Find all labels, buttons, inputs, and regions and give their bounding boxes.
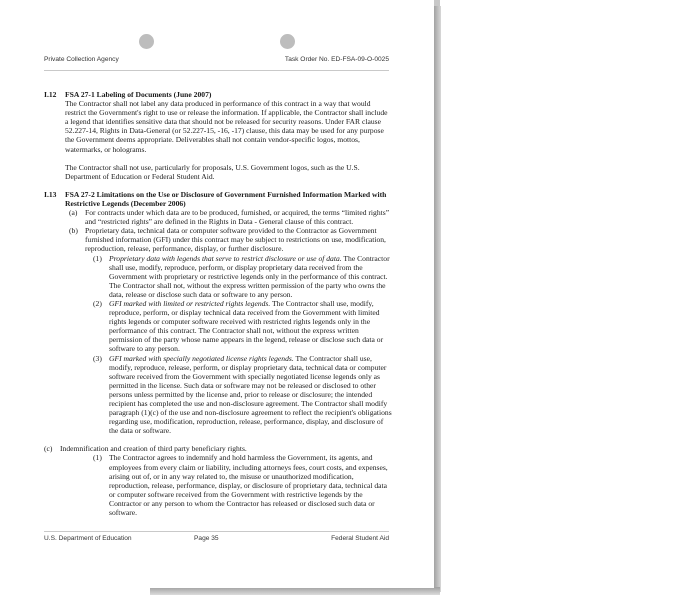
section-number: I.12 bbox=[44, 90, 57, 99]
section-title: FSA 27-1 Labeling of Documents (June 2007) bbox=[65, 90, 212, 99]
section-title: FSA 27-2 Limitations on the Use or Disclosure of Government Furnished Information Marked with Restrictive Legends (December 2006) bbox=[65, 189, 387, 208]
list-item-b bbox=[69, 226, 392, 253]
section-i13 bbox=[44, 190, 392, 208]
document-body bbox=[44, 90, 392, 517]
list-item-a bbox=[69, 208, 392, 226]
page-shadow-right bbox=[433, 6, 441, 592]
list-marker: (2) bbox=[93, 298, 102, 308]
list-item-italic-heading: Proprietary data with legends that serve to restrict disclosure or use of data. bbox=[109, 253, 342, 263]
list-item-text: Proprietary data, technical data or computer software provided to the Contractor as Government furnished information (GFI) under this contract may be subject to restrictions on use, modification, reproduction, release, performance, display, or further disclosure. bbox=[85, 226, 386, 254]
footer-right-text: Federal Student Aid bbox=[331, 535, 389, 542]
list-item-b1 bbox=[93, 254, 392, 299]
section-paragraph: The Contractor shall not label any data produced in performance of this contract in a way that would restrict the Government's right to use or release the information. If applicable, the Contractor shall include a legend that identifies sensitive data that should not be released for security reasons. Under FAR clause 52.227-14, Rights in Data-General (or 52.227-15, -16, -17) clause, this data may be used for any purpose the Government deems appropriate. Deliverables shall not contain vendor-specific logos, mottos, watermarks, or holograms. bbox=[65, 99, 388, 154]
list-item-c1 bbox=[93, 453, 392, 517]
list-marker: (b) bbox=[69, 226, 78, 236]
list-item-c bbox=[44, 444, 392, 453]
list-item-italic-heading: GFI marked with limited or restricted rights legends. bbox=[109, 298, 271, 308]
list-item-italic-heading: GFI marked with specially negotiated license rights legends. bbox=[109, 353, 294, 363]
list-item-b3 bbox=[93, 354, 392, 436]
list-marker: (c) bbox=[44, 444, 53, 454]
header-rule bbox=[44, 70, 389, 71]
list-item-text: For contracts under which data are to be produced, furnished, or acquired, the terms “limited rights” and “restricted rights” are defined in the Rights in Data - General clause of this contract. bbox=[85, 208, 390, 227]
footer-rule bbox=[44, 531, 389, 532]
header-right-text: Task Order No. ED-FSA-09-O-0025 bbox=[284, 56, 389, 63]
list-item-text: The Contractor shall use, modify, reproduce, release, perform, or display proprietary data, technical data or computer software received from the Government with specially negotiated license legends only as permitted in the license. Such data or software may not be released or disclosed to other persons unless permitted by the license and, prior to release or disclosure; the intended recipient has completed the use and non-disclosure agreement. The Contractor shall modify paragraph (1)(c) of the use and non-disclosure agreement to reflect the recipient's obligations regarding use, modification, reproduction, release, performance, display, and disclosure of the data or software. bbox=[109, 353, 392, 436]
list-item-b2 bbox=[93, 299, 392, 354]
page-shadow-bottom bbox=[150, 587, 440, 595]
list-item-text: The Contractor shall use, modify, reproduce, perform, or display proprietary data received from the Government with proprietary or restrictive legends only in the performance of this contract. The Contractor shall not, without the express written permission of the party who owns the data, release or disclose such data or software to any person. bbox=[109, 253, 390, 299]
header-left-text: Private Collection Agency bbox=[44, 56, 119, 63]
list-marker: (a) bbox=[69, 208, 78, 218]
punch-hole-right bbox=[280, 34, 295, 49]
section-number: I.13 bbox=[44, 189, 57, 199]
list-item-text: The Contractor shall use, modify, reproduce, perform, or display technical data received from the Government with limited rights legends or computer software received with restricted rights legends only in the performance of this contract. The Contractor shall not, without the express written permission of the party whose name appears in the legend, release or disclose such data or software to any person. bbox=[109, 298, 384, 354]
section-i12 bbox=[44, 90, 392, 181]
list-marker: (1) bbox=[93, 253, 102, 263]
section-paragraph: The Contractor shall not use, particularly for proposals, U.S. Government logos, such as the U.S. Department of Education or Federal Student Aid. bbox=[65, 162, 360, 181]
list-item-text: The Contractor agrees to indemnify and hold harmless the Government, its agents, and employees from every claim or liability, including attorneys fees, court costs, and expenses, arising out of, or in any way related to, the misuse or unauthorized modification, reproduction, release, performance, display, or disclosure of proprietary data, technical data or computer software received from the Government with restrictive legends by the Contractor or any person to whom the Contractor has released or disclosed such data or software. bbox=[109, 453, 388, 518]
list-item-text: Indemnification and creation of third party beneficiary rights. bbox=[60, 444, 247, 454]
page-number: Page 35 bbox=[194, 535, 219, 542]
footer-left-text: U.S. Department of Education bbox=[44, 535, 132, 542]
list-marker: (1) bbox=[93, 453, 102, 463]
punch-hole-left bbox=[139, 34, 154, 49]
list-marker: (3) bbox=[93, 353, 102, 363]
